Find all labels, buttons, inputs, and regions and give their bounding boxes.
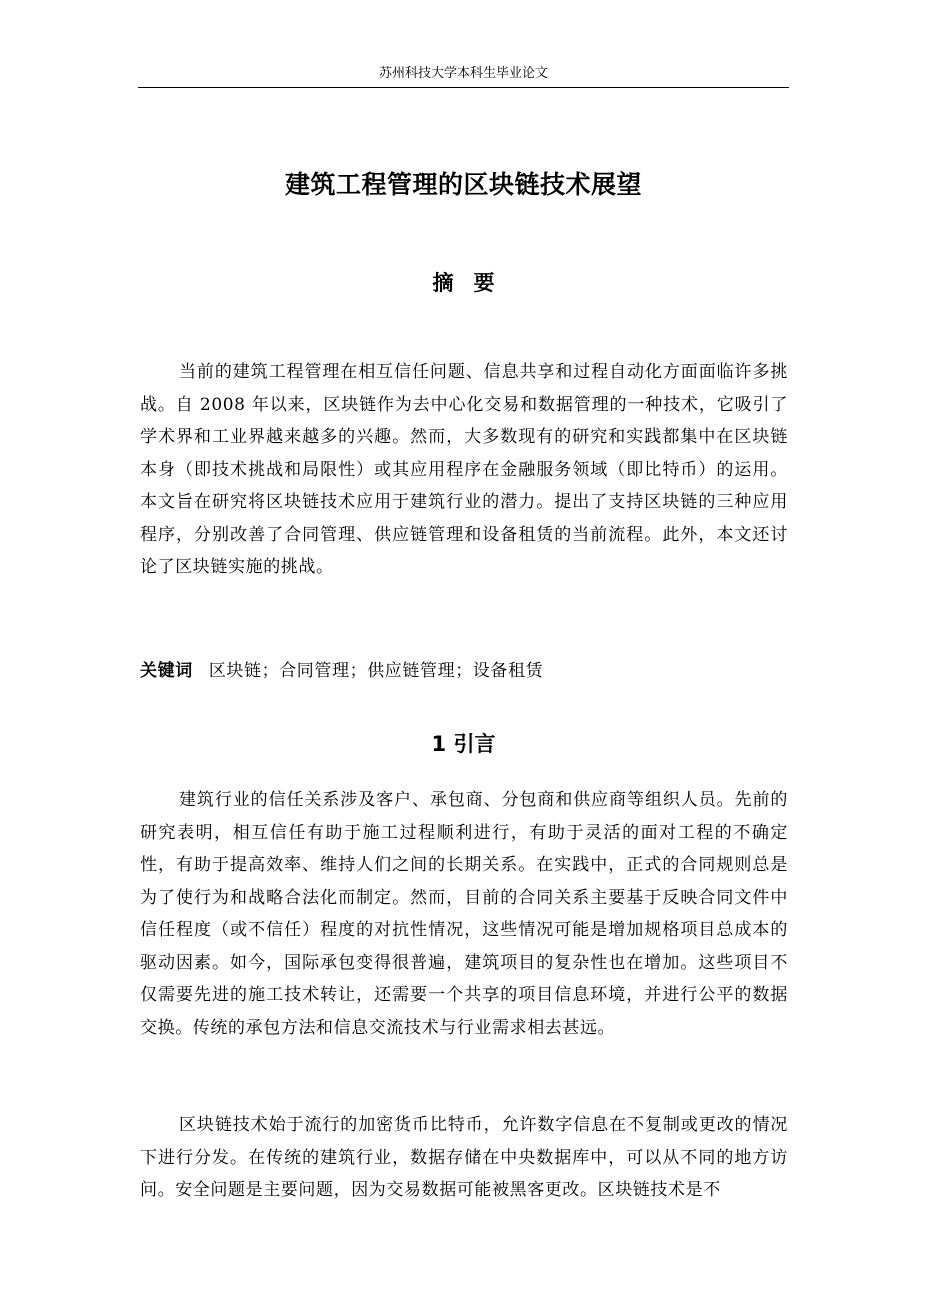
abstract-heading: 摘要 bbox=[432, 271, 515, 295]
introduction-paragraph: 区块链技术始于流行的加密货币比特币，允许数字信息在不复制或更改的情况下进行分发。在传统的建筑行业，数据存储在中央数据库中，可以从不同的地方访问。安全问题是主要问题，因为交易数据可能被黑客更改。区块链技术是不 bbox=[140, 1115, 788, 1200]
keywords-text: 区块链；合同管理；供应链管理；设备租赁 bbox=[208, 661, 544, 681]
abstract-paragraph: 当前的建筑工程管理在相互信任问题、信息共享和过程自动化方面面临许多挑战。自 2008 年以来，区块链作为去中心化交易和数据管理的一种技术，它吸引了学术界和工业界越来越多的兴趣。然而，大多数现有的研究和实践都集中在区块链本身（即技术挑战和局限性）或其应用程序在金融服务领域（即比特币）的运用。本文旨在研究将区块链技术应用于建筑行业的潜力。提出了支持区块链的三种应用程序，分别改善了合同管理、供应链管理和设备租赁的当前流程。此外，本文还讨论了区块链实施的挑战。 bbox=[140, 362, 788, 577]
running-header: 苏州科技大学本科生毕业论文 bbox=[378, 66, 548, 81]
header-rule bbox=[138, 87, 789, 88]
keywords-label: 关键词 bbox=[140, 661, 193, 681]
paper-title: 建筑工程管理的区块链技术展望 bbox=[284, 170, 642, 199]
introduction-paragraph: 建筑行业的信任关系涉及客户、承包商、分包商和供应商等组织人员。先前的研究表明，相互信任有助于施工过程顺利进行，有助于灵活的面对工程的不确定性，有助于提高效率、维持人们之间的长期关系。在实践中，正式的合同规则总是为了使行为和战略合法化而制定。然而，目前的合同关系主要基于反映合同文件中信任程度（或不信任）程度的对抗性情况，这些情况可能是增加规格项目总成本的驱动因素。如今，国际承包变得很普遍，建筑项目的复杂性也在增加。这些项目不仅需要先进的施工技术转让，还需要一个共享的项目信息环境，并进行公平的数据交换。传统的承包方法和信息交流技术与行业需求相去甚远。 bbox=[140, 790, 788, 1038]
section-heading-introduction: 1 引言 bbox=[431, 732, 496, 756]
keywords-line bbox=[140, 655, 788, 687]
